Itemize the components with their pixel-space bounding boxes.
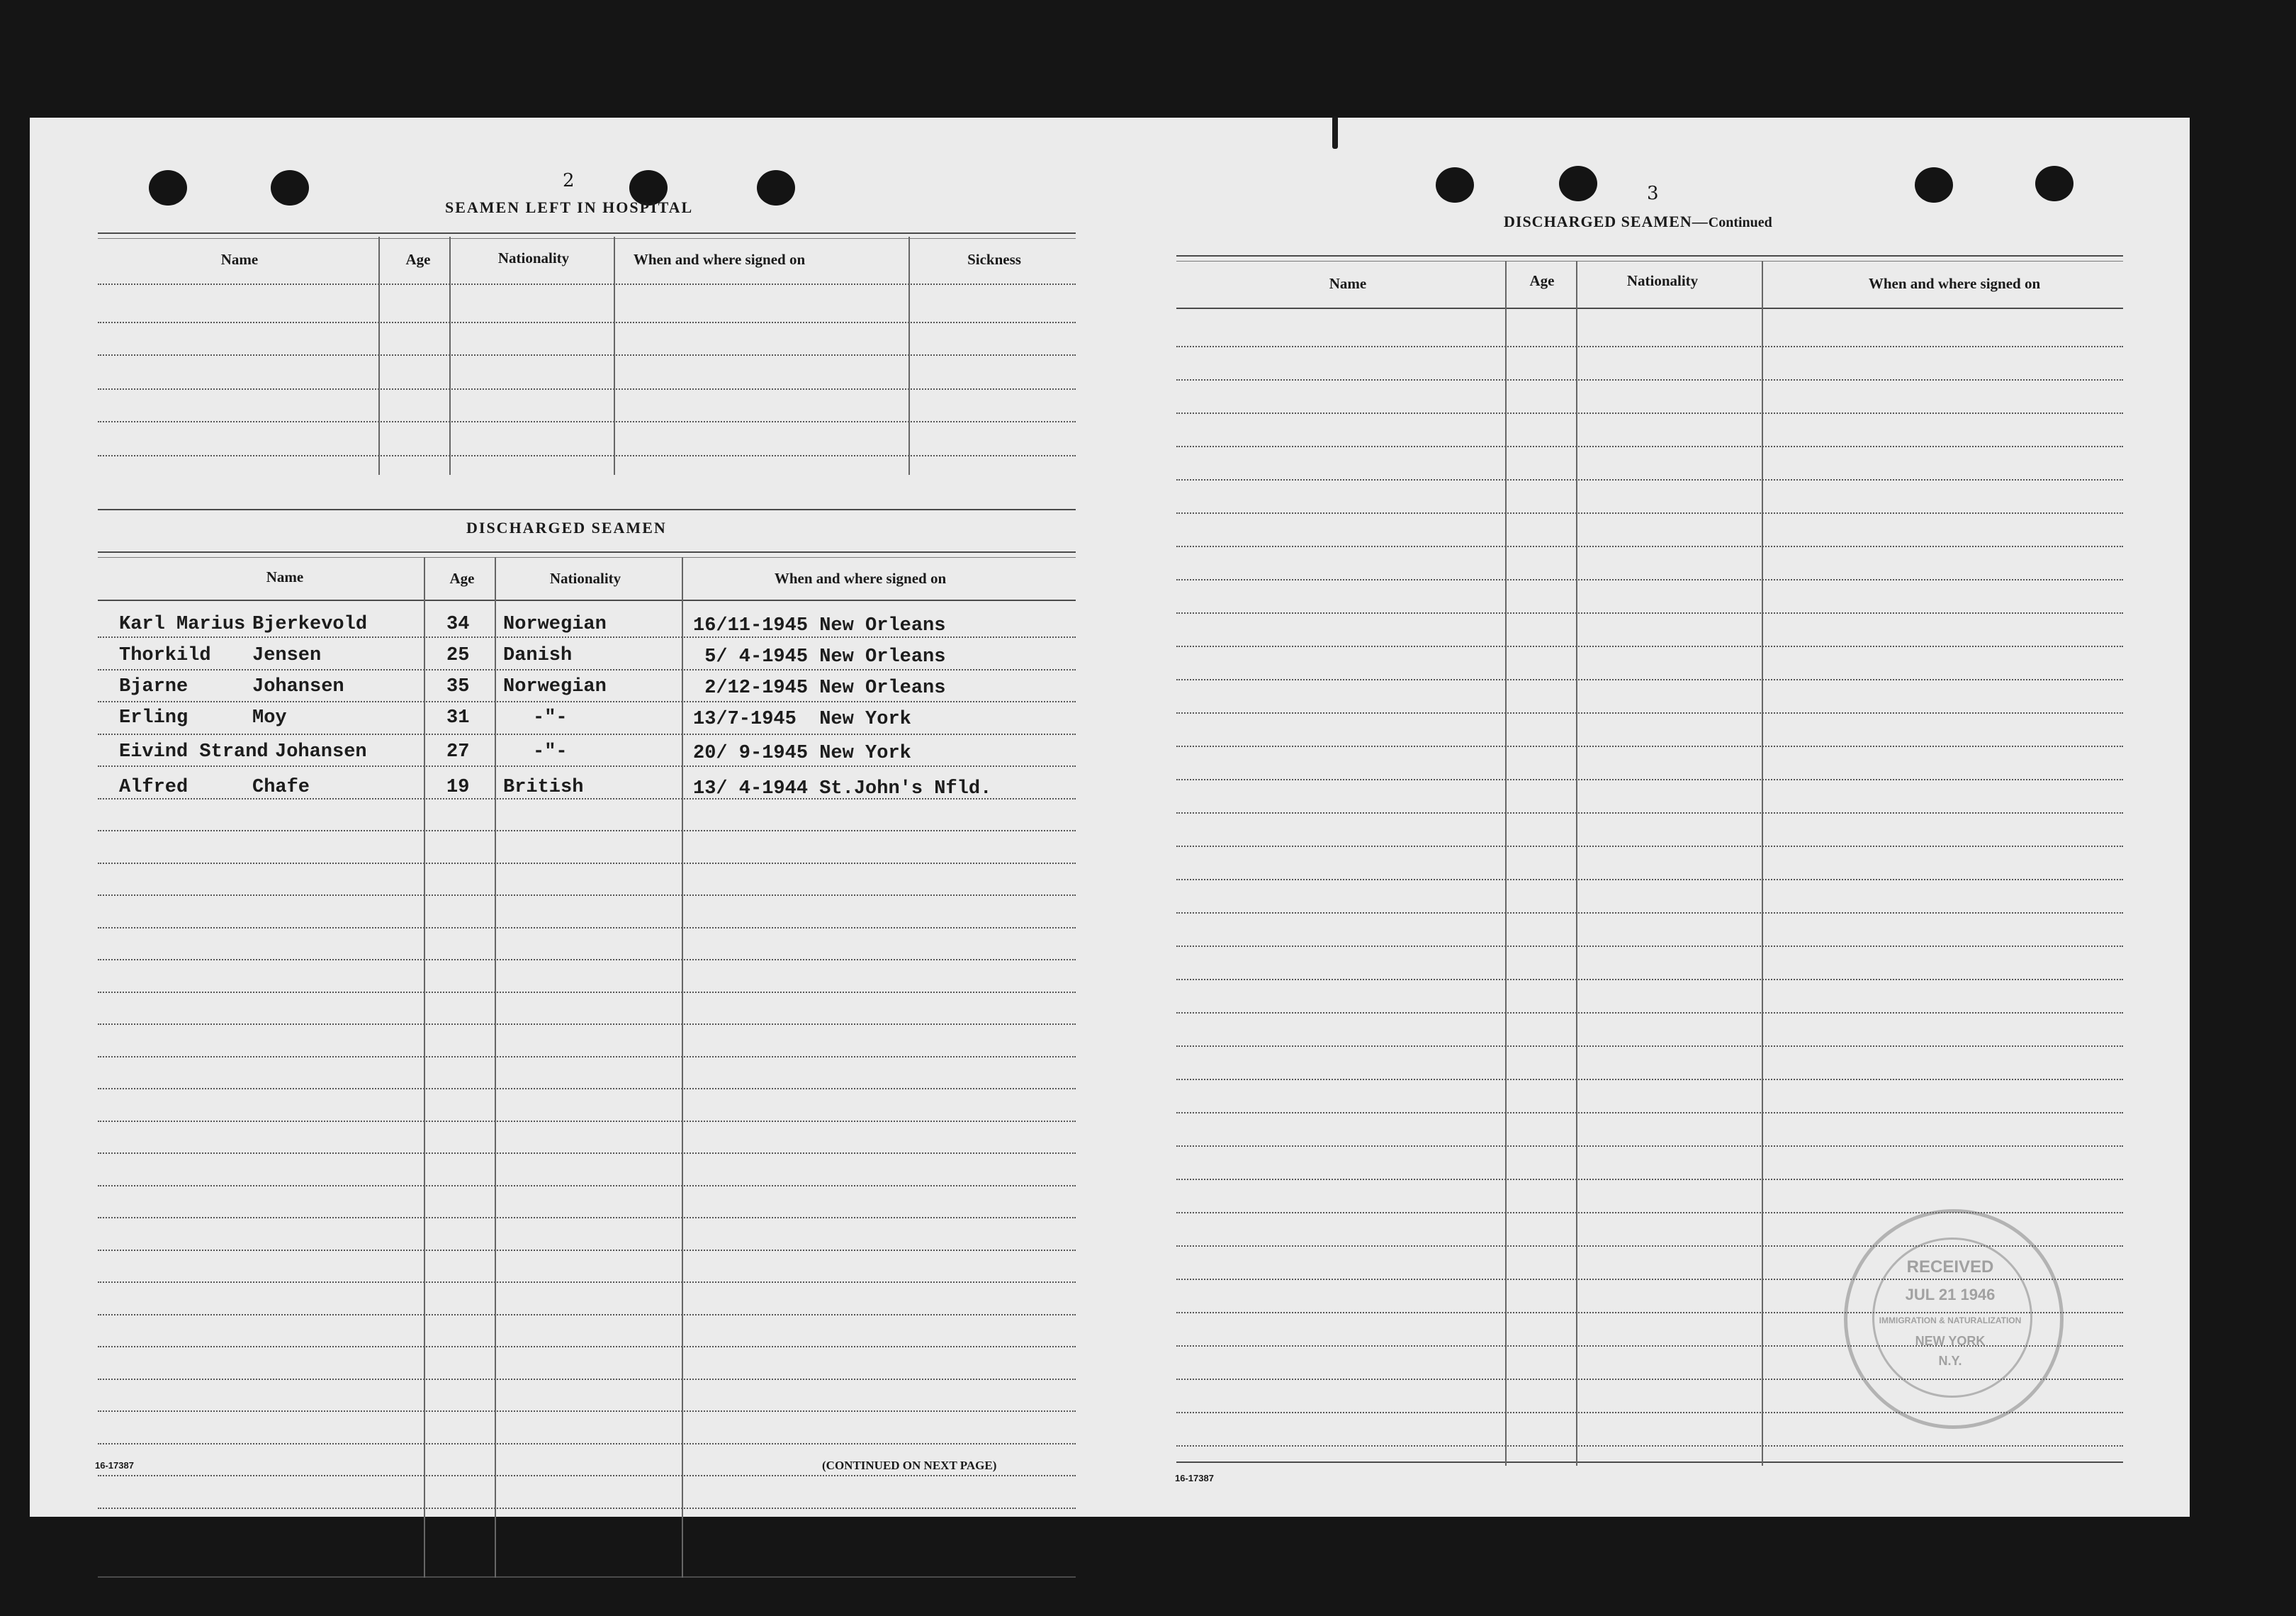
ruled-line xyxy=(98,1250,1076,1251)
right-page xyxy=(1124,118,2190,1517)
continued-note: (CONTINUED ON NEXT PAGE) xyxy=(822,1459,997,1472)
ruled-line xyxy=(1176,1145,2123,1147)
punch-hole xyxy=(149,170,187,206)
ruled-line xyxy=(1176,1079,2123,1080)
ruled-line xyxy=(1176,946,2123,947)
ruled-line xyxy=(1176,379,2123,381)
ruled-line xyxy=(1176,479,2123,481)
seaman-signed-on: 16/11-1945 New Orleans xyxy=(693,615,946,636)
page-number: 2 xyxy=(563,170,575,191)
title-main: DISCHARGED SEAMEN— xyxy=(1504,213,1709,230)
seaman-age: 27 xyxy=(446,741,470,763)
ruled-line xyxy=(1176,879,2123,880)
ruled-line xyxy=(1176,846,2123,847)
binder-clip-mark xyxy=(1332,116,1338,149)
seaman-nationality: Norwegian xyxy=(503,614,607,635)
ruled-line xyxy=(1176,446,2123,447)
discharged-col-signed-on: When and where signed on xyxy=(774,570,947,587)
discharged-col-name: Name xyxy=(266,568,304,585)
punch-hole xyxy=(2035,166,2073,201)
title-suffix: Continued xyxy=(1708,215,1772,230)
seaman-last-name: Chafe xyxy=(252,777,310,798)
seaman-signed-on: 13/7-1945 New York xyxy=(693,709,911,730)
ruled-line xyxy=(1176,346,2123,347)
discharged-continued-title xyxy=(1504,213,1772,231)
seaman-last-name: Bjerkevold xyxy=(252,614,368,635)
seaman-last-name: Moy xyxy=(252,707,287,729)
ruled-line xyxy=(1176,912,2123,914)
ruled-line xyxy=(1176,1012,2123,1014)
seaman-first-name: Thorkild xyxy=(119,645,211,666)
seaman-signed-on: 20/ 9-1945 New York xyxy=(693,743,911,764)
ruled-line xyxy=(98,636,1076,638)
seaman-first-name: Eivind Strand xyxy=(119,741,269,763)
punch-hole xyxy=(1915,167,1953,203)
ruled-line xyxy=(1176,579,2123,580)
hospital-col-sickness: Sickness xyxy=(967,251,1021,268)
form-number: 16-17387 xyxy=(1175,1473,1214,1483)
ruled-line xyxy=(98,959,1076,960)
hospital-col-age: Age xyxy=(405,251,431,268)
seaman-nationality: British xyxy=(503,777,584,798)
continued-col-nationality: Nationality xyxy=(1626,272,1699,289)
ruled-line xyxy=(1176,612,2123,614)
ruled-line xyxy=(98,1346,1076,1347)
stamp-date: JUL 21 1946 xyxy=(1905,1286,1996,1303)
ruled-line xyxy=(98,863,1076,864)
ruled-line xyxy=(98,927,1076,928)
hospital-col-name: Name xyxy=(220,251,259,268)
ruled-line xyxy=(98,1023,1076,1025)
seaman-age: 35 xyxy=(446,676,470,697)
stamp-office: IMMIGRATION & NATURALIZATION xyxy=(1879,1315,2022,1325)
discharged-section-title: DISCHARGED SEAMEN xyxy=(466,519,667,537)
ruled-line xyxy=(1176,812,2123,814)
ruled-line xyxy=(98,1576,1076,1578)
ruled-line xyxy=(98,669,1076,670)
ruled-line xyxy=(1176,779,2123,780)
ruled-line xyxy=(98,1217,1076,1218)
seaman-age: 19 xyxy=(446,777,470,798)
ruled-line xyxy=(98,1152,1076,1154)
seaman-nationality: Norwegian xyxy=(503,676,607,697)
seaman-first-name: Alfred xyxy=(119,777,188,798)
seaman-age: 25 xyxy=(446,645,470,666)
ruled-line xyxy=(1176,1045,2123,1047)
ruled-line xyxy=(98,765,1076,767)
ruled-line xyxy=(1176,646,2123,647)
form-number: 16-17387 xyxy=(95,1460,134,1471)
seaman-signed-on: 5/ 4-1945 New Orleans xyxy=(693,646,946,668)
ruled-line xyxy=(1176,712,2123,714)
seaman-signed-on: 13/ 4-1944 St.John's Nfld. xyxy=(693,778,992,799)
ruled-line xyxy=(1176,546,2123,547)
ruled-line xyxy=(98,1410,1076,1412)
punch-hole xyxy=(1559,166,1597,201)
ruled-line xyxy=(1176,979,2123,980)
seaman-nationality: Danish xyxy=(503,645,573,666)
seaman-signed-on: 2/12-1945 New Orleans xyxy=(693,678,946,699)
ruled-line xyxy=(1176,512,2123,514)
ruled-line xyxy=(1176,679,2123,680)
seaman-last-name: Johansen xyxy=(275,741,367,763)
left-page xyxy=(30,118,1124,1517)
ruled-line xyxy=(98,734,1076,735)
discharged-col-nationality: Nationality xyxy=(549,570,621,587)
seaman-last-name: Johansen xyxy=(252,676,344,697)
ruled-line xyxy=(1176,746,2123,747)
ruled-line xyxy=(98,1508,1076,1509)
punch-hole xyxy=(271,170,309,206)
ruled-line xyxy=(98,830,1076,831)
ruled-line xyxy=(1176,1179,2123,1180)
ruled-line xyxy=(1176,1461,2123,1463)
seaman-age: 34 xyxy=(446,614,470,635)
ruled-line xyxy=(98,1379,1076,1380)
ruled-line xyxy=(98,1088,1076,1089)
continued-col-name: Name xyxy=(1329,275,1367,292)
ruled-line xyxy=(1176,1445,2123,1447)
hospital-section-title: SEAMEN LEFT IN HOSPITAL xyxy=(445,198,694,216)
punch-hole xyxy=(757,170,795,206)
seaman-nationality: -"- xyxy=(533,741,568,763)
ruled-line xyxy=(98,1475,1076,1476)
ruled-line xyxy=(98,1443,1076,1444)
stamp-city: NEW YORK xyxy=(1915,1334,1986,1348)
ruled-line xyxy=(98,1121,1076,1122)
seaman-age: 31 xyxy=(446,707,470,729)
ruled-line xyxy=(1176,1112,2123,1113)
discharged-col-age: Age xyxy=(449,570,475,587)
stamp-state: N.Y. xyxy=(1938,1354,1962,1368)
ruled-line xyxy=(98,894,1076,896)
seaman-last-name: Jensen xyxy=(252,645,322,666)
ruled-line xyxy=(98,1185,1076,1186)
hospital-col-nationality: Nationality xyxy=(497,249,570,266)
hospital-col-signed-on: When and where signed on xyxy=(633,251,806,268)
seaman-first-name: Erling xyxy=(119,707,188,729)
continued-col-signed-on: When and where signed on xyxy=(1868,275,2041,292)
continued-col-age: Age xyxy=(1529,272,1555,289)
seaman-nationality: -"- xyxy=(533,707,568,729)
stamp-received: RECEIVED xyxy=(1906,1257,1994,1276)
ruled-line xyxy=(98,701,1076,702)
ruled-line xyxy=(98,992,1076,993)
ruled-line xyxy=(98,1314,1076,1315)
seaman-first-name: Karl Marius xyxy=(119,614,246,635)
punch-hole xyxy=(1436,167,1474,203)
ruled-line xyxy=(1176,413,2123,414)
seaman-first-name: Bjarne xyxy=(119,676,188,697)
page-number: 3 xyxy=(1647,183,1659,204)
ruled-line xyxy=(98,1281,1076,1283)
ruled-line xyxy=(98,1056,1076,1057)
